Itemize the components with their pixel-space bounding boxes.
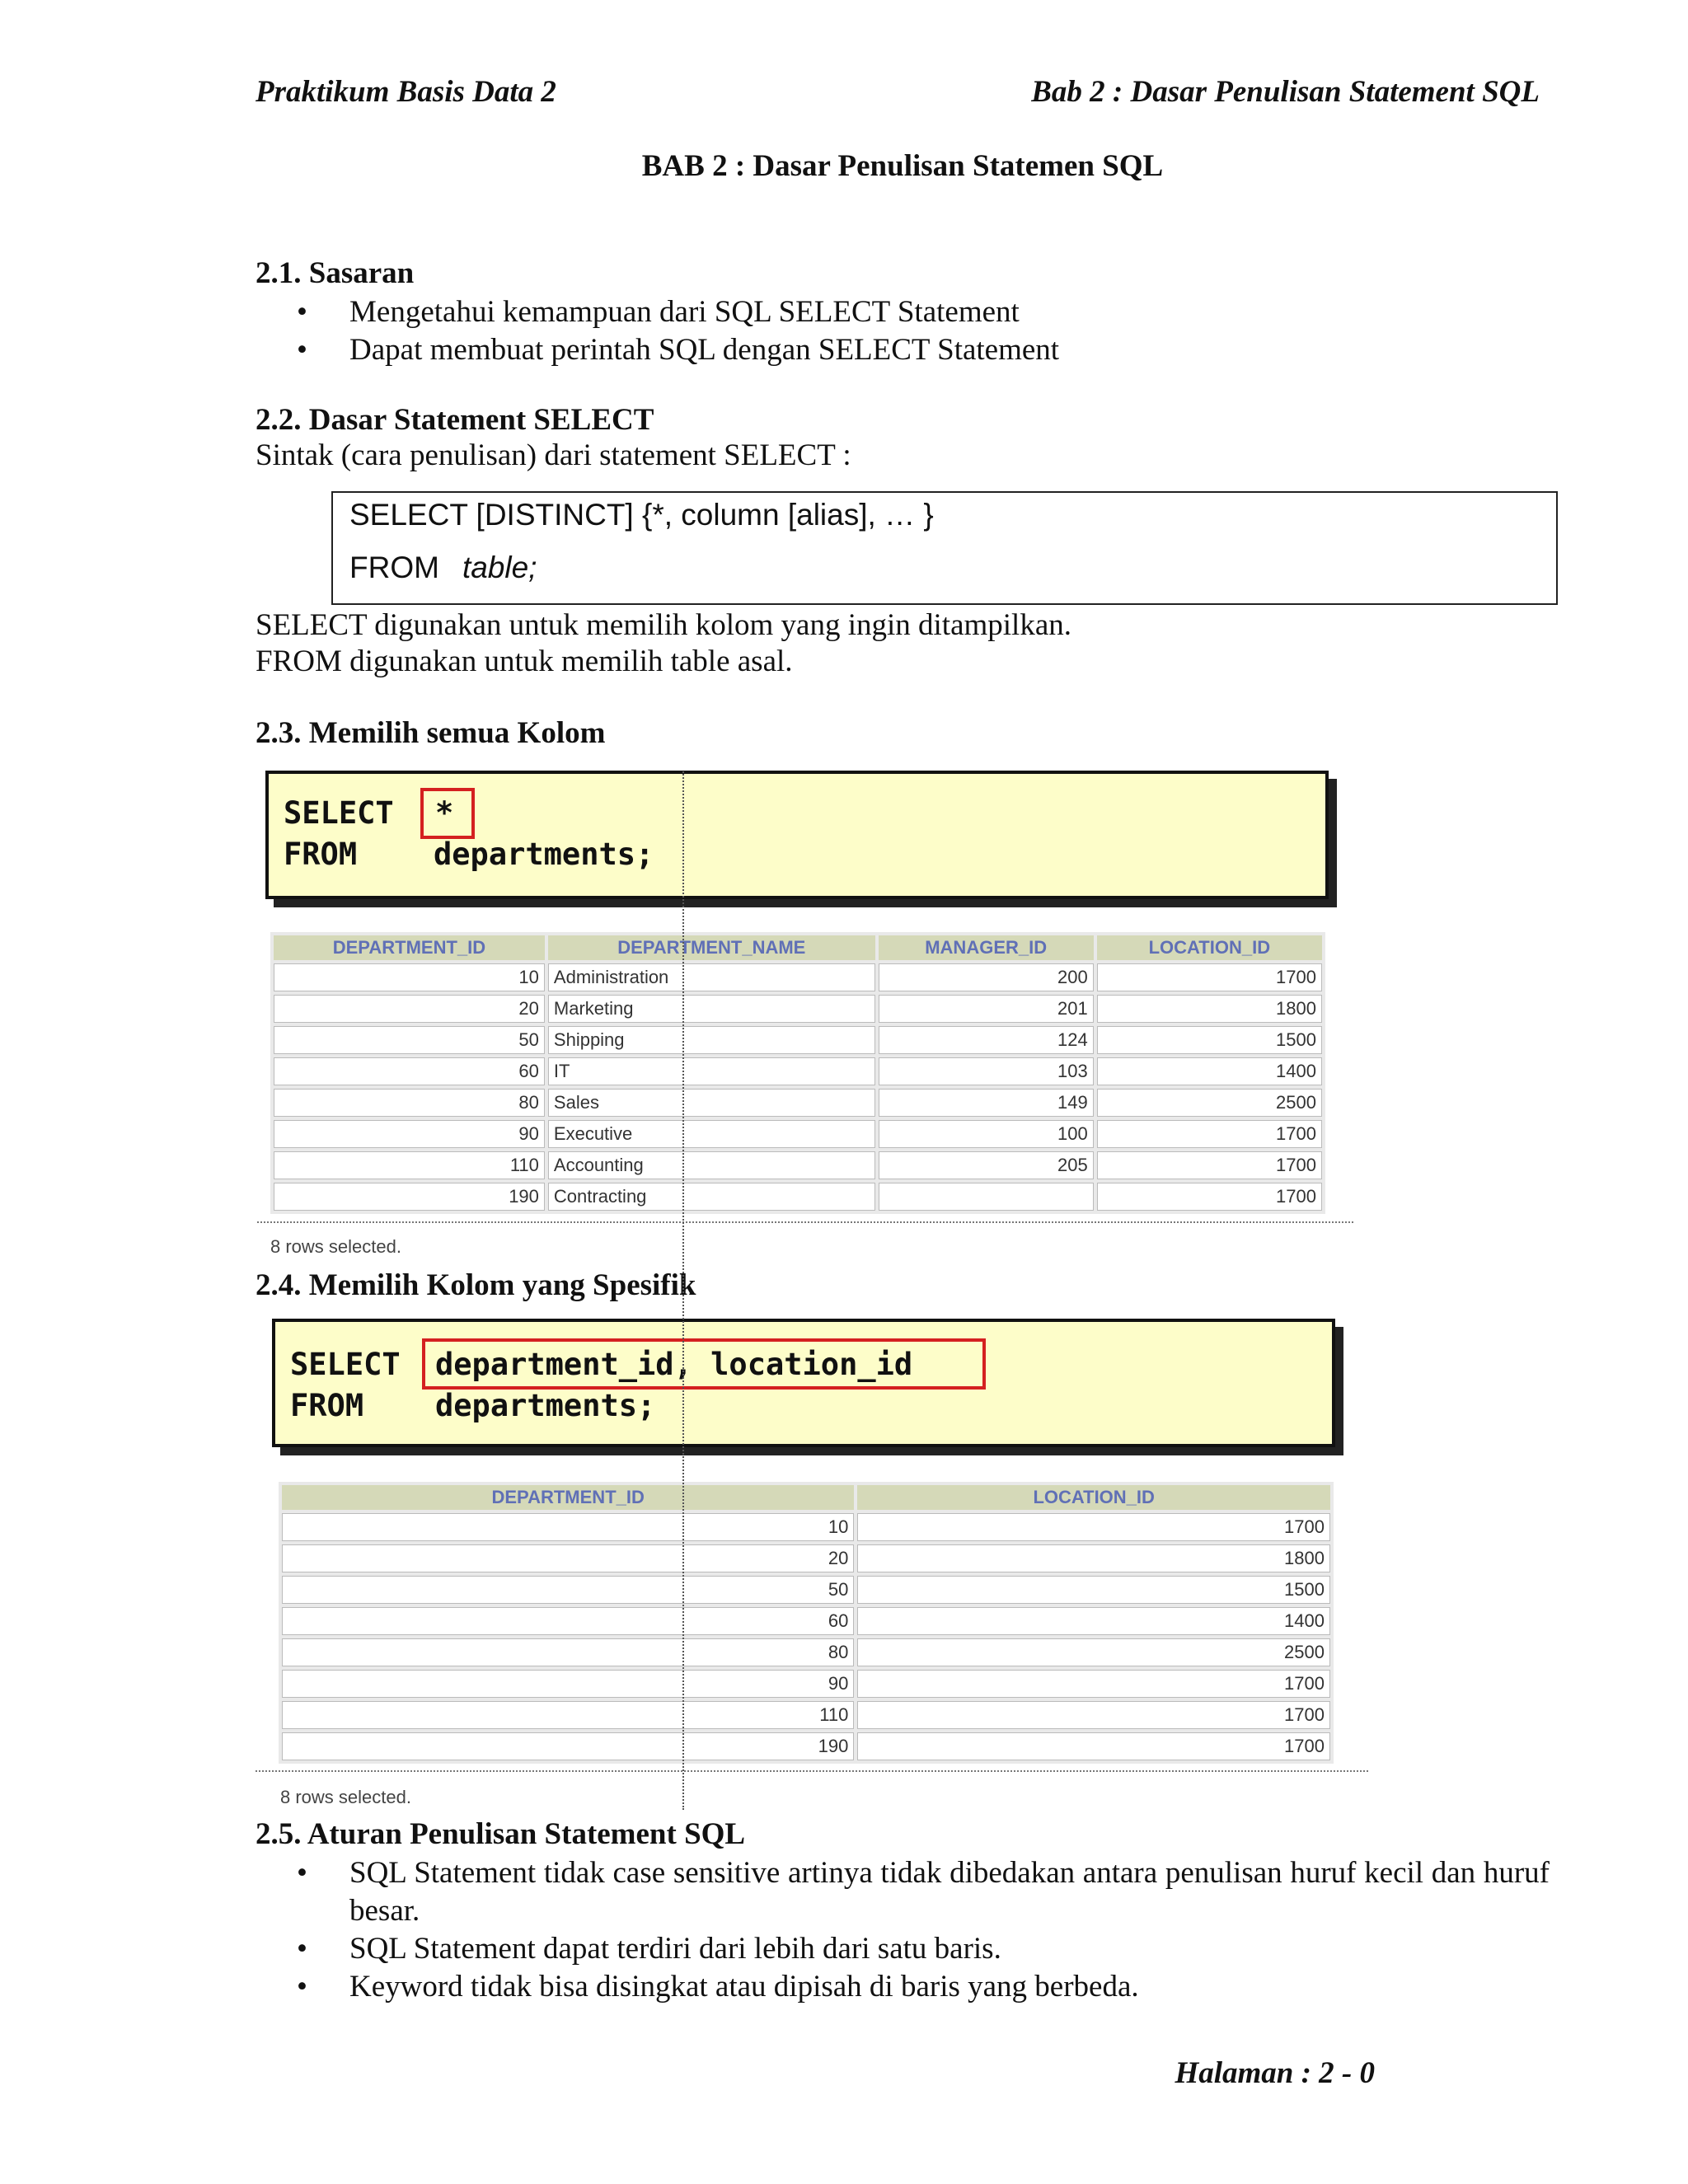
cell: 2500 [857, 1638, 1330, 1666]
cell: 50 [282, 1576, 854, 1604]
cell: 124 [879, 1026, 1094, 1054]
cell: 1700 [857, 1513, 1330, 1541]
table-row [282, 1732, 1330, 1760]
cell: 149 [879, 1089, 1094, 1117]
rows-selected-note: 8 rows selected. [280, 1787, 411, 1807]
column-header: LOCATION_ID [1097, 935, 1322, 960]
page-number: Halaman : 2 - 0 [1175, 2056, 1375, 2090]
cell: 50 [274, 1026, 545, 1054]
table-row [282, 1670, 1330, 1698]
code-select-arg: department_id, location_id [435, 1347, 913, 1382]
cell: 190 [274, 1183, 545, 1211]
guide-line [682, 771, 684, 1810]
section-2-2-heading: 2.2. Dasar Statement SELECT [256, 403, 654, 437]
bullet-icon: • [297, 1856, 307, 1890]
cell: 200 [879, 963, 1094, 991]
syntax-line-select: SELECT [DISTINCT] {*, column [alias], … } [349, 498, 934, 532]
cell: 1700 [1097, 1151, 1322, 1179]
syntax-table-word: table; [462, 551, 537, 584]
cell: 80 [274, 1089, 545, 1117]
table-row [274, 1057, 1322, 1085]
table-row [274, 1120, 1322, 1148]
table-row [282, 1576, 1330, 1604]
guide-line [256, 1770, 1368, 1772]
header-left: Praktikum Basis Data 2 [256, 75, 556, 109]
column-header: MANAGER_ID [879, 935, 1094, 960]
cell: Sales [548, 1089, 875, 1117]
section-2-1-heading: 2.1. Sasaran [256, 256, 415, 290]
highlight-box [422, 1338, 986, 1390]
cell: 90 [282, 1670, 854, 1698]
section-2-3-heading: 2.3. Memilih semua Kolom [256, 716, 606, 750]
cell: 80 [282, 1638, 854, 1666]
code-box-select-columns [272, 1319, 1335, 1447]
cell: 2500 [1097, 1089, 1322, 1117]
cell: 10 [274, 963, 545, 991]
select-description: SELECT digunakan untuk memilih kolom yang ingin ditampilkan. [256, 608, 1072, 642]
highlight-box [420, 788, 475, 839]
table-header-row [282, 1485, 1330, 1510]
rows-selected-note: 8 rows selected. [270, 1236, 401, 1257]
syntax-line-from [349, 551, 537, 585]
from-description: FROM digunakan untuk memilih table asal. [256, 644, 793, 678]
departments-table [270, 932, 1325, 1214]
departments-columns-table [279, 1482, 1334, 1764]
cell: 20 [282, 1544, 854, 1572]
cell: 60 [274, 1057, 545, 1085]
page-title: BAB 2 : Dasar Penulisan Statemen SQL [641, 149, 1164, 183]
cell: Shipping [548, 1026, 875, 1054]
cell: 60 [282, 1607, 854, 1635]
code-table-name: departments; [434, 837, 654, 872]
table-row [282, 1607, 1330, 1635]
table-row [274, 995, 1322, 1023]
list-item: • SQL Statement tidak case sensitive artinya tidak dibedakan antara penulisan huruf kecil dan huruf besar. [297, 1856, 1550, 1928]
table-row [274, 1151, 1322, 1179]
column-header: DEPARTMENT_ID [282, 1485, 854, 1510]
guide-line [257, 1221, 1353, 1223]
table-header-row [274, 935, 1322, 960]
section-2-4-heading: 2.4. Memilih Kolom yang Spesifik [256, 1268, 696, 1302]
cell: 1700 [857, 1670, 1330, 1698]
code-select-keyword: SELECT [290, 1347, 401, 1382]
cell: 1800 [857, 1544, 1330, 1572]
cell: 205 [879, 1151, 1094, 1179]
code-table-name: departments; [435, 1388, 656, 1423]
cell: 110 [274, 1151, 545, 1179]
cell: Executive [548, 1120, 875, 1148]
syntax-intro: Sintak (cara penulisan) dari statement SELECT : [256, 438, 851, 472]
code-box-select-all [265, 771, 1329, 899]
table-row [274, 1026, 1322, 1054]
cell: 1700 [1097, 1183, 1322, 1211]
section-2-5-heading: 2.5. Aturan Penulisan Statement SQL [256, 1817, 746, 1851]
cell: 1700 [857, 1701, 1330, 1729]
cell: 201 [879, 995, 1094, 1023]
syntax-box [331, 491, 1558, 605]
cell [879, 1183, 1094, 1211]
cell: 90 [274, 1120, 545, 1148]
bullet-icon: • [297, 1970, 307, 2004]
column-header: LOCATION_ID [857, 1485, 1330, 1510]
bullet-icon: • [297, 333, 307, 367]
table-row [274, 1089, 1322, 1117]
column-header: DEPARTMENT_ID [274, 935, 545, 960]
cell: 20 [274, 995, 545, 1023]
table-row [274, 963, 1322, 991]
column-header: DEPARTMENT_NAME [548, 935, 875, 960]
table-row [274, 1183, 1322, 1211]
bullet-icon: • [297, 295, 307, 329]
cell: 1700 [1097, 963, 1322, 991]
cell: Marketing [548, 995, 875, 1023]
cell: 110 [282, 1701, 854, 1729]
table-row [282, 1638, 1330, 1666]
table-row [282, 1544, 1330, 1572]
bullet-icon: • [297, 1932, 307, 1966]
cell: 100 [879, 1120, 1094, 1148]
cell: 103 [879, 1057, 1094, 1085]
cell: 10 [282, 1513, 854, 1541]
code-from-keyword: FROM [284, 837, 358, 872]
code-select-keyword: SELECT [284, 795, 394, 831]
header-right: Bab 2 : Dasar Penulisan Statement SQL [1031, 75, 1540, 109]
cell: 1700 [857, 1732, 1330, 1760]
cell: IT [548, 1057, 875, 1085]
cell: Contracting [548, 1183, 875, 1211]
syntax-from-keyword: FROM [349, 551, 439, 584]
table-row [282, 1701, 1330, 1729]
cell: 1800 [1097, 995, 1322, 1023]
cell: 190 [282, 1732, 854, 1760]
cell: 1500 [857, 1576, 1330, 1604]
cell: Administration [548, 963, 875, 991]
cell: 1400 [1097, 1057, 1322, 1085]
cell: Accounting [548, 1151, 875, 1179]
cell: 1500 [1097, 1026, 1322, 1054]
code-select-arg: * [435, 795, 454, 831]
code-from-keyword: FROM [290, 1388, 364, 1423]
cell: 1400 [857, 1607, 1330, 1635]
cell: 1700 [1097, 1120, 1322, 1148]
table-row [282, 1513, 1330, 1541]
